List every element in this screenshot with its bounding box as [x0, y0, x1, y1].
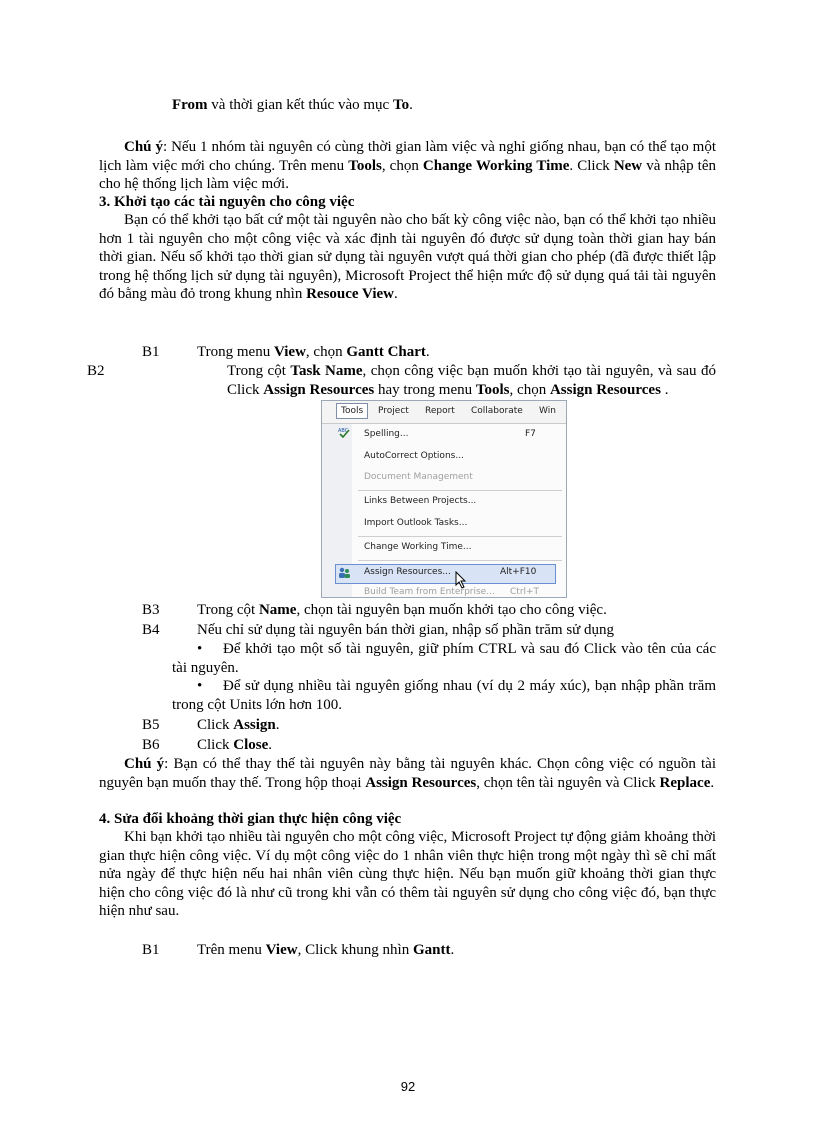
menu-bar — [322, 401, 566, 424]
menu-item-document-management: Document Management — [364, 472, 473, 482]
section-heading-4: 4. Sửa đổi khoảng thời gian thực hiện công việc — [99, 811, 402, 827]
page-number: 92 — [400, 1079, 416, 1094]
menu-window[interactable]: Win — [539, 406, 556, 416]
menu-item-spelling[interactable]: Spelling... — [364, 429, 409, 439]
menu-collaborate[interactable]: Collaborate — [471, 406, 523, 416]
note-paragraph-1: Chú ý: Nếu 1 nhóm tài nguyên có cùng thời gian làm việc và nghỉ giống nhau, bạn có thể tạo một lịch làm việc mới cho chúng. Trên menu Tools, chọn Change Working Time. Click New và nhập tên cho hệ thống lịch làm việc mới. — [99, 139, 716, 192]
shortcut-assign-resources: Alt+F10 — [500, 567, 537, 577]
spelling-icon — [338, 426, 351, 438]
menu-project[interactable]: Project — [378, 406, 409, 416]
menu-item-links-between-projects[interactable]: Links Between Projects... — [364, 496, 477, 506]
step-b4: B4 Nếu chỉ sử dụng tài nguyên bán thời gian, nhập số phần trăm sử dụng — [142, 622, 615, 638]
bullet-item: • Để sử dụng nhiều tài nguyên giống nhau (ví dụ 2 máy xúc), bạn nhập phần trăm trong cột Units lớn hơn 100. — [172, 678, 716, 713]
menu-item-import-outlook[interactable]: Import Outlook Tasks... — [364, 518, 468, 528]
step-b5: B5 Click Assign. — [142, 717, 280, 733]
tools-menu-screenshot — [321, 400, 567, 598]
menu-separator — [358, 560, 562, 561]
svg-text:ABC: ABC — [338, 428, 349, 434]
bullet-dot: • — [197, 641, 203, 657]
bullet-dot: • — [197, 678, 203, 694]
shortcut-build-team: Ctrl+T — [510, 587, 540, 597]
from-line: From và thời gian kết thúc vào mục To. — [172, 97, 413, 113]
menu-item-autocorrect[interactable]: AutoCorrect Options... — [364, 451, 464, 461]
step-b1: B1 Trong menu View, chọn Gantt Chart. — [142, 344, 430, 360]
menu-item-assign-resources[interactable]: Assign Resources... — [364, 567, 451, 577]
assign-resources-icon — [338, 567, 351, 579]
note-paragraph-2: Chú ý: Bạn có thể thay thế tài nguyên này bằng tài nguyên khác. Chọn công việc có nguồn tài nguyên bạn muốn thay thế. Trong hộp thoại Assign Resources, chọn tên tài nguyên và Click Replace. — [99, 756, 716, 791]
menu-separator — [358, 490, 562, 491]
section-3-paragraph: Bạn có thể khởi tạo bất cứ một tài nguyên nào cho bất kỳ công việc nào, bạn có thể khởi tạo nhiều hơn 1 tài nguyên cho một công việc và xác định tài nguyên đó được sử dụng toàn thời gian hay bán thời gian. Nếu số khởi tạo thời gian sử dụng tài nguyên vượt quá thời gian cho phép (đã được thiết lập trong hệ thống lịch sử dụng tài nguyên), Microsoft Project thể hiện mức độ sử dụng quá tải tài nguyên đó bằng màu đỏ trong khung nhìn Resouce View. — [99, 212, 716, 302]
bullet-item: • Để khởi tạo một số tài nguyên, giữ phím CTRL và sau đó Click vào tên của các tài nguyên. — [172, 641, 716, 676]
menu-tools[interactable]: Tools — [336, 403, 368, 419]
menu-item-change-working-time[interactable]: Change Working Time... — [364, 542, 472, 552]
step-b6: B6 Click Close. — [142, 737, 272, 753]
step-b2: B2 Trong cột Task Name, chọn công việc bạn muốn khởi tạo tài nguyên, và sau đó Click Assign Resources hay trong menu Tools, chọn Assign Resources . — [87, 363, 716, 398]
section-heading-3: 3. Khởi tạo các tài nguyên cho công việc — [99, 194, 355, 210]
menu-item-build-team: Build Team from Enterprise... — [364, 587, 495, 597]
step-4-b1: B1 Trên menu View, Click khung nhìn Gantt. — [142, 942, 455, 958]
menu-report[interactable]: Report — [425, 406, 455, 416]
section-4-paragraph: Khi bạn khởi tạo nhiều tài nguyên cho một công việc, Microsoft Project tự động giảm khoảng thời gian thực hiện công việc. Ví dụ một công việc do 1 nhân viên thực hiện trong một ngày thì sẽ chỉ mất nửa ngày để thực hiện nếu hai nhân viên cùng thực hiện. Nếu bạn muốn giữ khoảng thời gian thực hiện cho công việc đó là như cũ trong khi vẫn có thêm tài nguyên sử dụng cho công việc đó, bạn thực hiện như sau. — [99, 829, 716, 919]
step-b3: B3 Trong cột Name, chọn tài nguyên bạn muốn khởi tạo cho công việc. — [142, 602, 607, 618]
shortcut-spelling: F7 — [525, 429, 536, 439]
menu-separator — [358, 536, 562, 537]
